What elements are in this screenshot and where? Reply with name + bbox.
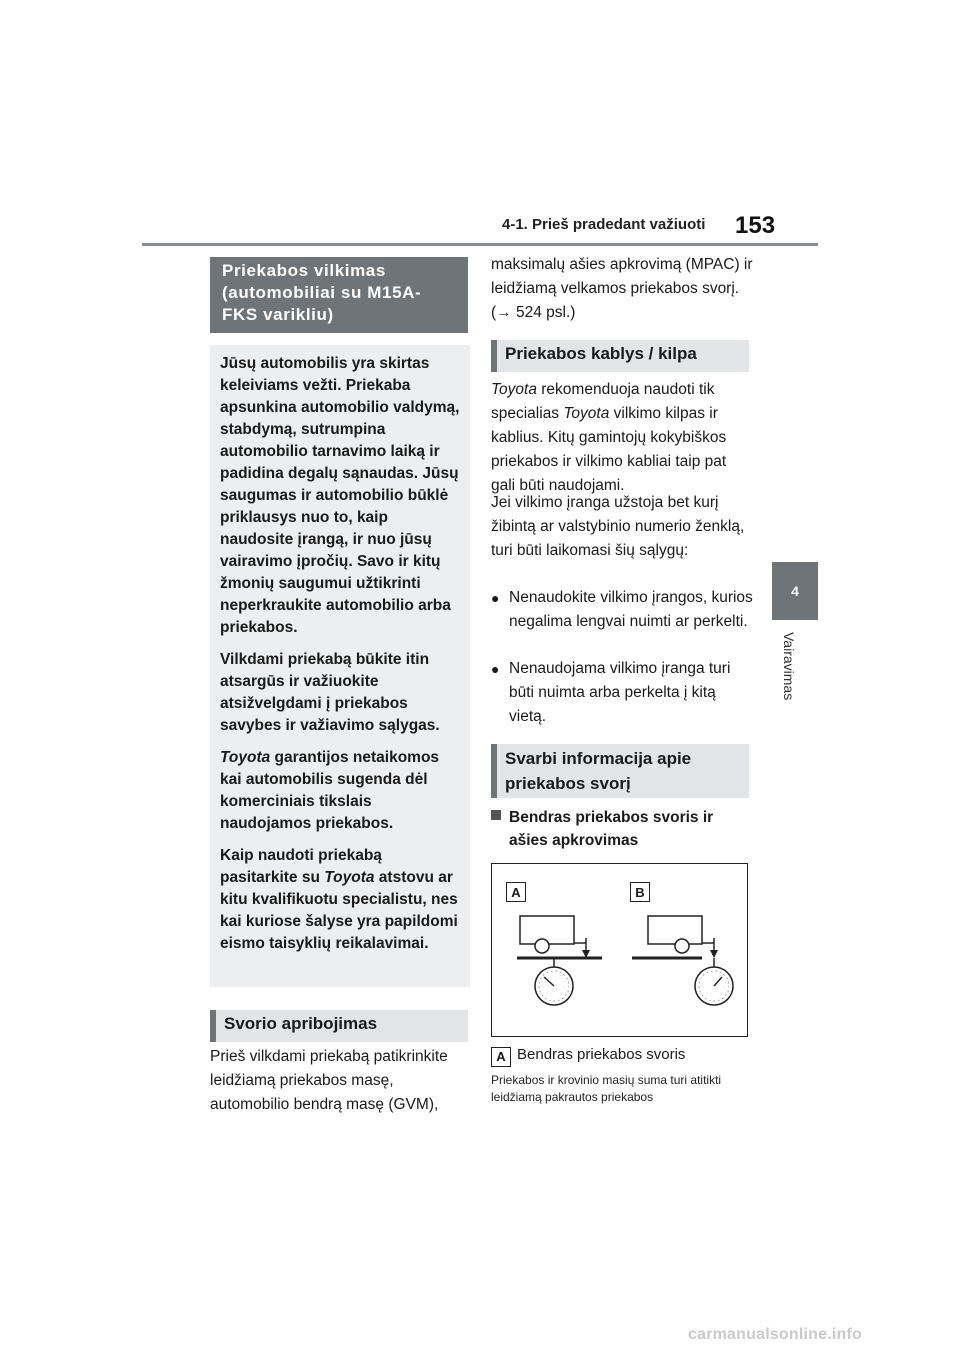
heading-trailer-weight: Svarbi informacija apie priekabos svorį	[491, 744, 749, 798]
continued-text: maksimalų ašies apkrovimą (MPAC) ir leidžiamą velkamos priekabos svorį. (→ 524 psl.)	[491, 256, 753, 321]
footer-watermark: carmanualsonline.info	[688, 1326, 863, 1343]
square-bullet-icon	[491, 810, 501, 820]
weight-limit-text: Prieš vilkdami priekabą patikrinkite leidžiamą priekabos masę, automobilio bendrą masę (GVM),	[210, 1048, 448, 1113]
heading-hitch: Priekabos kablys / kilpa	[491, 340, 749, 372]
hitch-recommendation	[491, 378, 753, 498]
note-paragraph-1: Jūsų automobilis yra skirtas keleiviams vežti. Priekaba apsunkina automobilio valdymą, stabdymą, sutrumpina automobilio tarnavimo laiką ir padidina degalų sąnaudas. Jūsų saugumas ir automobilio būklė priklausys nuo to, kaip naudosite įrangą, ir nuo jūsų vairavimo įpročių. Savo ir kitų žmonių saugumui užtikrinti neperkraukite automobilio arba priekabos.	[220, 355, 460, 636]
hitch-text-mid: rekomenduoja naudoti tik specialias	[491, 381, 715, 422]
scale-gauge-b-icon	[695, 967, 733, 1005]
bullet-item	[491, 657, 753, 729]
brand-name: Toyota	[220, 749, 271, 766]
section-title: 4-1. Prieš pradedant važiuoti	[502, 216, 706, 233]
note-paragraph-3-text: garantijos netaikomos kai automobilis sugenda dėl komerciniais tikslais naudojamos priekabos.	[220, 749, 440, 832]
figure-label-b: B	[630, 882, 650, 902]
note-paragraph-3	[220, 747, 460, 835]
trailer-a-icon	[517, 916, 602, 968]
trailer-b-icon	[632, 916, 718, 968]
note-paragraph-2: Vilkdami priekabą būkite itin atsargūs ir važiuokite atsižvelgdami į priekabos savybes ir važiavimo sąlygas.	[220, 651, 440, 734]
bullet-dot-icon: ●	[491, 661, 500, 677]
hitch-text-rest: vilkimo kilpas ir kablius. Kitų gamintojų kokybiškos priekabos ir vilkimo kabliai taip pat gali būti naudojami.	[491, 405, 727, 494]
caution-note	[210, 345, 470, 987]
brand-name: Toyota	[563, 405, 610, 422]
figure-caption	[491, 1044, 761, 1067]
bullet-text: Nenaudokite vilkimo įrangos, kurios negalima lengvai nuimti ar perkelti.	[509, 589, 753, 630]
scale-gauge-a-icon	[535, 967, 573, 1005]
note-paragraph-4-text: atstovu ar kitu kvalifikuotu specialistu, nes kai kuriose šalyse yra papildomi eismo taisyklių reikalavimai.	[220, 869, 458, 952]
subheading-total-weight	[491, 806, 753, 852]
bullet-dot-icon: ●	[491, 590, 500, 606]
caption-text: Bendras priekabos svoris	[517, 1046, 686, 1063]
bullet-text: Nenaudojama vilkimo įranga turi būti nuimta arba perkelta į kitą vietą.	[509, 660, 731, 725]
brand-name: Toyota	[324, 869, 375, 886]
chapter-tab: 4	[772, 562, 818, 620]
section-heading-towing: Priekabos vilkimas (automobiliai su M15A-FKS varikliu)	[210, 257, 468, 333]
note-paragraph-4-start: Kaip naudoti priekabą pasitarkite su	[220, 847, 382, 886]
heading-weight-limit: Svorio apribojimas	[210, 1010, 468, 1042]
header-divider	[142, 243, 818, 246]
subheading-text: Bendras priekabos svoris ir ašies apkrovimas	[509, 809, 714, 849]
conditions-intro: Jei vilkimo įranga užstoja bet kurį žibintą ar valstybinio numerio ženklą, turi būti laikomasi šių sąlygų:	[491, 494, 745, 559]
trailer-scale-illustration	[492, 864, 747, 1036]
weight-diagram	[491, 863, 748, 1037]
caption-label-a: A	[491, 1047, 511, 1067]
caption-description: Priekabos ir krovinio masių suma turi atitikti leidžiamą pakrautos priekabos	[491, 1073, 722, 1104]
note-paragraph-4	[220, 845, 460, 955]
page-number: 153	[735, 212, 776, 239]
brand-name: Toyota	[491, 381, 537, 398]
bullet-item	[491, 586, 753, 634]
figure-label-a: A	[506, 882, 526, 902]
chapter-label: Vairavimas	[781, 632, 797, 701]
